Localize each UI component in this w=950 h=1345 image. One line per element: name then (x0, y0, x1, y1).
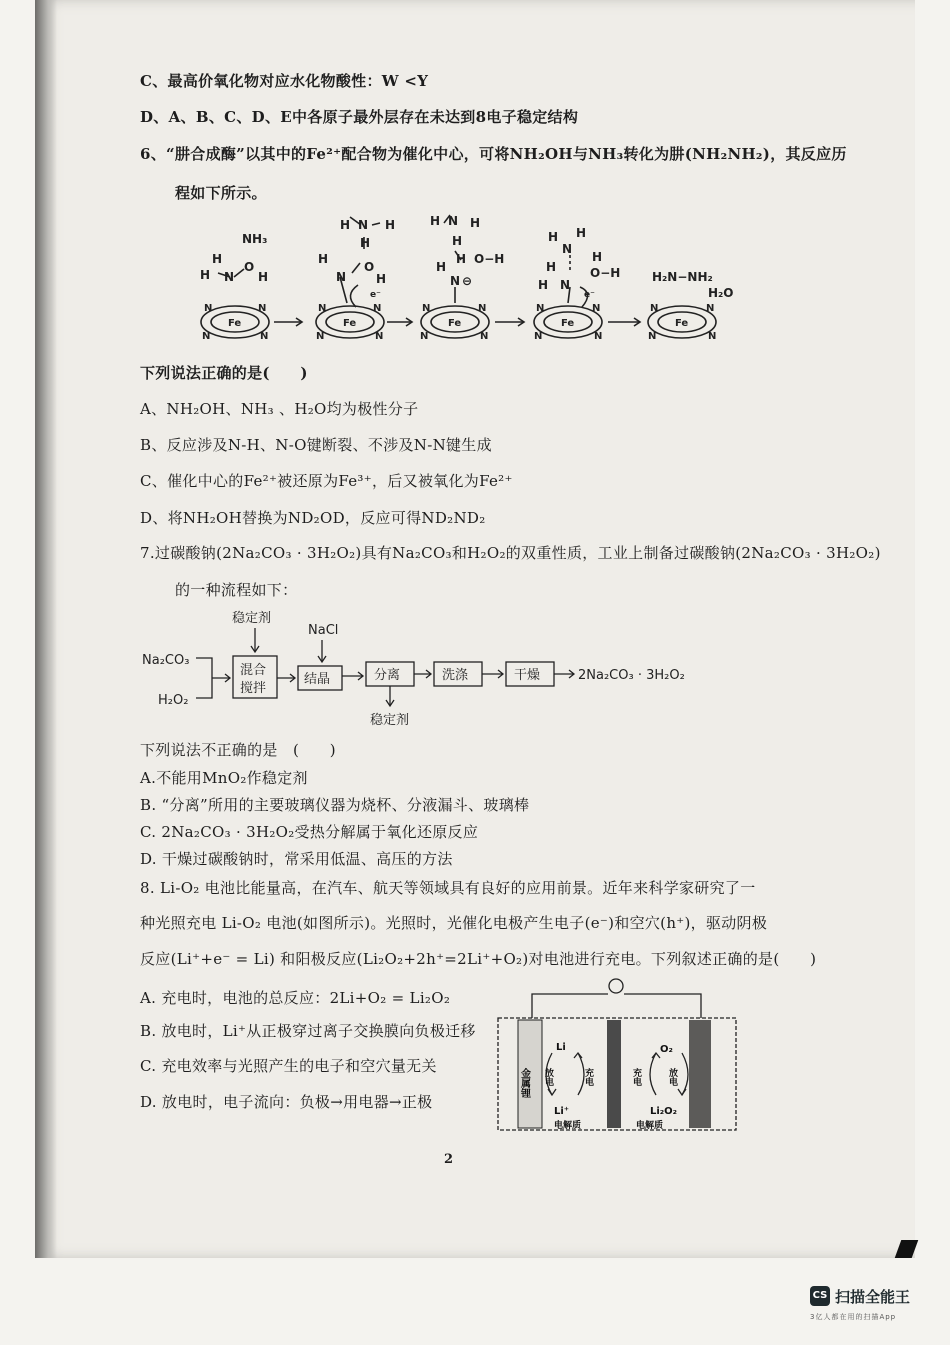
svg-text:N: N (536, 303, 545, 314)
svg-text:Li: Li (556, 1042, 566, 1053)
q7-stem-2: 的一种流程如下： (175, 581, 298, 599)
svg-text:N: N (480, 331, 489, 342)
svg-text:H: H (212, 252, 223, 266)
svg-text:Fe: Fe (561, 318, 575, 329)
q7-option-b: B. “分离”所用的主要玻璃仪器为烧杯、分液漏斗、玻璃棒 (140, 796, 530, 814)
svg-text:N: N (592, 303, 601, 314)
svg-text:H: H (592, 250, 603, 264)
svg-text:H: H (318, 252, 329, 266)
svg-text:Fe: Fe (675, 318, 689, 329)
q8-option-d: D. 放电时，电子流向：负极→用电器→正极 (140, 1093, 433, 1111)
svg-text:H: H (548, 230, 559, 244)
svg-text:搅拌: 搅拌 (240, 681, 267, 696)
scan-shadow (35, 0, 57, 1258)
svg-text:H: H (470, 216, 481, 230)
svg-text:N: N (224, 270, 235, 284)
svg-text:NH₃: NH₃ (242, 232, 268, 246)
watermark-subtitle: 3亿人都在用的扫描App (810, 1313, 897, 1321)
percarbonate-flow-diagram (140, 606, 700, 734)
svg-text:Fe: Fe (228, 318, 242, 329)
q6-option-c: C、催化中心的Fe²⁺被还原为Fe³⁺，后又被氧化为Fe²⁺ (140, 472, 513, 490)
svg-text:O−H: O−H (474, 252, 505, 266)
q7-option-c: C. 2Na₂CO₃ · 3H₂O₂受热分解属于氧化还原反应 (140, 823, 479, 841)
svg-text:N: N (562, 242, 573, 256)
svg-text:N: N (336, 270, 347, 284)
svg-text:N: N (706, 303, 715, 314)
svg-text:结晶: 结晶 (304, 672, 331, 687)
q8-stem-2: 种光照充电 Li-O₂ 电池(如图所示)。光照时，光催化电极产生电子(e⁻)和空穴(h⁺)，驱动阴极 (140, 914, 768, 932)
q8-option-c: C. 充电效率与光照产生的电子和空穴量无关 (140, 1057, 437, 1075)
li-o2-battery-diagram (496, 968, 741, 1134)
svg-text:H: H (538, 278, 549, 292)
svg-text:N: N (450, 274, 461, 288)
svg-text:充电: 充电 (631, 1068, 641, 1086)
camscanner-logo-icon: CS (810, 1286, 830, 1306)
svg-text:N: N (448, 214, 459, 228)
svg-text:电解质: 电解质 (554, 1121, 582, 1131)
svg-text:N: N (534, 331, 543, 342)
svg-text:分离: 分离 (374, 668, 401, 683)
q5-option-c: C、最高价氧化物对应水化物酸性：W <Y (140, 72, 429, 90)
q5-option-d: D、A、B、C、D、E中各原子最外层存在未达到8电子稳定结构 (140, 108, 579, 126)
svg-text:电解质: 电解质 (636, 1121, 664, 1131)
svg-text:H: H (456, 252, 467, 266)
q7-option-a: A.不能用MnO₂作稳定剂 (140, 769, 308, 787)
svg-text:放电: 放电 (543, 1068, 553, 1086)
svg-text:N: N (318, 303, 327, 314)
svg-text:N: N (560, 278, 571, 292)
svg-text:H: H (576, 226, 587, 240)
svg-text:⊖: ⊖ (462, 274, 473, 288)
svg-text:H: H (436, 260, 447, 274)
q8-option-b: B. 放电时，Li⁺从正极穿过离子交换膜向负极迁移 (140, 1022, 476, 1040)
svg-text:N: N (358, 218, 369, 232)
svg-text:充电: 充电 (583, 1068, 593, 1086)
svg-text:e⁻: e⁻ (370, 290, 381, 300)
q6-question: 下列说法正确的是( ) (140, 364, 308, 382)
svg-text:N: N (650, 303, 659, 314)
svg-text:干燥: 干燥 (514, 668, 541, 683)
svg-text:N: N (202, 331, 211, 342)
q8-stem-1: 8. Li-O₂ 电池比能量高，在汽车、航天等领域具有良好的应用前景。近年来科学家研究了一 (140, 879, 756, 897)
svg-text:N: N (204, 303, 213, 314)
svg-text:N: N (594, 331, 603, 342)
svg-text:H₂O₂: H₂O₂ (158, 693, 189, 708)
svg-text:Fe: Fe (343, 318, 357, 329)
svg-text:N: N (478, 303, 487, 314)
q7-question: 下列说法不正确的是 ( ) (140, 741, 336, 759)
svg-text:N: N (422, 303, 431, 314)
watermark-name: 扫描全能王 (835, 1288, 911, 1306)
svg-text:N: N (373, 303, 382, 314)
q6-stem-2: 程如下所示。 (175, 184, 267, 202)
svg-text:O: O (364, 260, 375, 274)
svg-text:N: N (258, 303, 267, 314)
svg-text:NaCl: NaCl (308, 623, 339, 638)
svg-text:H: H (360, 236, 371, 250)
svg-text:O: O (244, 260, 255, 274)
q6-option-b: B、反应涉及N-H、N-O键断裂、不涉及N-N键生成 (140, 436, 492, 454)
svg-text:H: H (385, 218, 396, 232)
svg-text:N: N (375, 331, 384, 342)
svg-text:N: N (420, 331, 429, 342)
svg-text:H₂N−NH₂: H₂N−NH₂ (652, 270, 713, 284)
svg-text:Fe: Fe (448, 318, 462, 329)
svg-text:H: H (546, 260, 557, 274)
svg-text:N: N (708, 331, 717, 342)
page-number: 2 (444, 1152, 454, 1167)
q7-option-d: D. 干燥过碳酸钠时，常采用低温、高压的方法 (140, 850, 453, 868)
svg-text:N: N (260, 331, 269, 342)
svg-text:混合: 混合 (240, 663, 267, 678)
svg-text:金属锂: 金属锂 (518, 1068, 530, 1098)
svg-text:Li⁺: Li⁺ (554, 1106, 570, 1117)
svg-text:稳定剂: 稳定剂 (370, 713, 410, 728)
svg-text:e⁻: e⁻ (584, 290, 595, 300)
q6-option-a: A、NH₂OH、NH₃ 、H₂O均为极性分子 (140, 400, 419, 418)
svg-text:H: H (340, 218, 351, 232)
svg-text:Na₂CO₃: Na₂CO₃ (142, 653, 190, 668)
svg-text:O−H: O−H (590, 266, 621, 280)
svg-text:H: H (200, 268, 211, 282)
svg-text:洗涤: 洗涤 (442, 668, 469, 683)
svg-text:H: H (430, 214, 441, 228)
svg-text:稳定剂: 稳定剂 (232, 611, 272, 626)
q7-stem-1: 7.过碳酸钠(2Na₂CO₃ · 3H₂O₂)具有Na₂CO₃和H₂O₂的双重性质，工业上制备过碳酸钠(2Na₂CO₃ · 3H₂O₂) (140, 544, 881, 562)
svg-text:H: H (452, 234, 463, 248)
svg-text:Li₂O₂: Li₂O₂ (650, 1106, 678, 1117)
svg-text:H: H (376, 272, 387, 286)
svg-text:O₂: O₂ (660, 1044, 673, 1055)
svg-text:H: H (258, 270, 269, 284)
fe-mechanism-diagram (190, 205, 750, 355)
q6-stem-1: 6、“肼合成酶”以其中的Fe²⁺配合物为催化中心，可将NH₂OH与NH₃转化为肼(NH₂NH₂)，其反应历 (140, 145, 847, 163)
q6-option-d: D、将NH₂OH替换为ND₂OD，反应可得ND₂ND₂ (140, 509, 486, 527)
svg-text:N: N (648, 331, 657, 342)
q8-stem-3: 反应(Li⁺+e⁻ = Li) 和阳极反应(Li₂O₂+2h⁺=2Li⁺+O₂)对电池进行充电。下列叙述正确的是( ) (140, 950, 817, 968)
svg-text:2Na₂CO₃ · 3H₂O₂: 2Na₂CO₃ · 3H₂O₂ (578, 668, 685, 683)
svg-text:H₂O: H₂O (708, 286, 734, 300)
svg-text:放电: 放电 (667, 1068, 677, 1086)
q8-option-a: A. 充电时，电池的总反应：2Li+O₂ = Li₂O₂ (140, 989, 451, 1007)
svg-text:N: N (316, 331, 325, 342)
